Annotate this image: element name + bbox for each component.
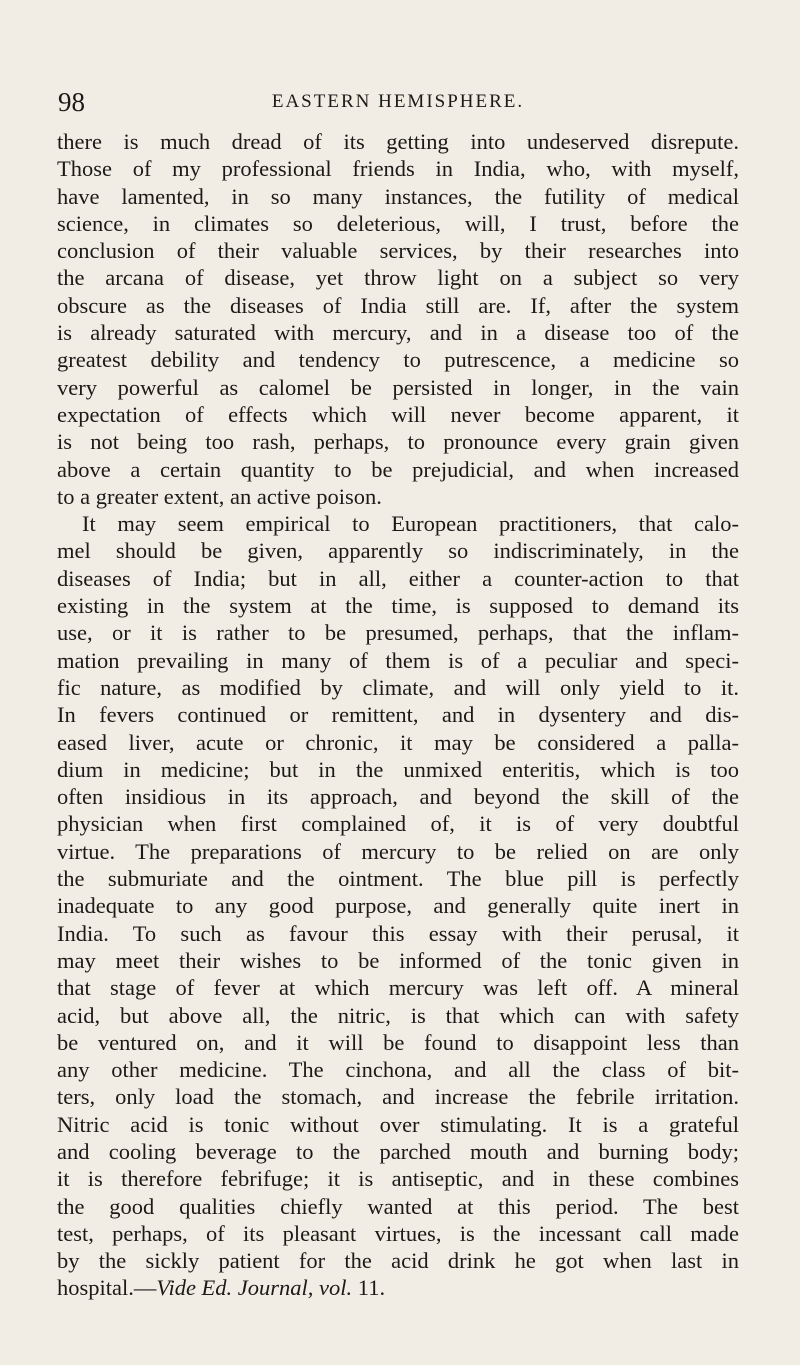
text-line: expectation of effects which will never become apparent, it: [57, 401, 739, 427]
citation-volume: 11.: [352, 1275, 386, 1301]
text-line: the arcana of disease, yet throw light on a subject so very: [57, 265, 739, 291]
text-line: above a certain quantity to be prejudicial, and when increased: [57, 456, 739, 482]
text-line: existing in the system at the time, is supposed to demand its: [57, 593, 739, 619]
text-line: to a greater extent, an active poison.: [57, 483, 382, 509]
text-line: conclusion of their valuable services, by their researches into: [57, 238, 739, 264]
text-line: eased liver, acute or chronic, it may be considered a palla-: [57, 729, 739, 755]
text-line: inadequate to any good purpose, and generally quite inert in: [57, 893, 739, 919]
text-line: virtue. The preparations of mercury to be relied on are only: [57, 838, 739, 864]
text-line: mation prevailing in many of them is of a peculiar and speci-: [57, 647, 739, 673]
text-line: very powerful as calomel be persisted in longer, in the vain: [57, 374, 739, 400]
text-line: be ventured on, and it will be found to disappoint less than: [57, 1029, 739, 1055]
text-line: and cooling beverage to the parched mouth and burning body;: [57, 1138, 739, 1164]
text-line: by the sickly patient for the acid drink he got when last in: [57, 1248, 739, 1274]
text-line: may meet their wishes to be informed of the tonic given in: [57, 947, 739, 973]
text-line: any other medicine. The cinchona, and all the class of bit-: [57, 1057, 739, 1083]
text-line: Nitric acid is tonic without over stimulating. It is a grateful: [57, 1111, 739, 1137]
line-prefix: hospital.—: [57, 1275, 157, 1301]
text-line: physician when first complained of, it is of very doubtful: [57, 811, 739, 837]
text-line: have lamented, in so many instances, the futility of medical: [57, 183, 739, 209]
text-line: acid, but above all, the nitric, is that which can with safety: [57, 1002, 739, 1028]
paragraph-container: [57, 128, 739, 1302]
text-line: diseases of India; but in all, either a counter-action to that: [57, 565, 739, 591]
running-head: EASTERN HEMISPHERE.: [271, 91, 525, 112]
text-line: the good qualities chiefly wanted at this period. The best: [57, 1193, 739, 1219]
text-line: ters, only load the stomach, and increase the febrile irritation.: [57, 1084, 739, 1110]
text-line: India. To such as favour this essay with their perusal, it: [57, 920, 739, 946]
text-line: often insidious in its approach, and beyond the skill of the: [57, 784, 739, 810]
text-line: fic nature, as modified by climate, and will only yield to it.: [57, 674, 739, 700]
body-text: [57, 128, 739, 1302]
text-line: test, perhaps, of its pleasant virtues, is the incessant call made: [57, 1220, 739, 1246]
text-line: use, or it is rather to be presumed, perhaps, that the inflam-: [57, 620, 739, 646]
paragraph: [57, 128, 739, 510]
text-line: Those of my professional friends in India, who, with myself,: [57, 156, 739, 182]
text-line: greatest debility and tendency to putrescence, a medicine so: [57, 347, 739, 373]
text-line: [57, 1274, 739, 1301]
text-line: the submuriate and the ointment. The blue pill is perfectly: [57, 866, 739, 892]
text-line: mel should be given, apparently so indiscriminately, in the: [57, 538, 739, 564]
text-line: it is therefore febrifuge; it is antiseptic, and in these combines: [57, 1166, 739, 1192]
text-line: is already saturated with mercury, and in a disease too of the: [57, 320, 739, 346]
text-line: It may seem empirical to European practitioners, that calo-: [82, 511, 739, 537]
text-line: there is much dread of its getting into undeserved disrepute.: [57, 129, 739, 154]
text-line: science, in climates so deleterious, will, I trust, before the: [57, 210, 739, 236]
page-header: [58, 88, 738, 116]
citation-reference: Vide Ed. Journal, vol.: [156, 1275, 353, 1301]
text-line: is not being too rash, perhaps, to pronounce every grain given: [57, 429, 739, 455]
text-line: In fevers continued or remittent, and in dysentery and dis-: [57, 702, 739, 728]
text-line: dium in medicine; but in the unmixed enteritis, which is too: [57, 756, 739, 782]
text-line: that stage of fever at which mercury was left off. A mineral: [57, 975, 739, 1001]
paragraph: [57, 510, 739, 1302]
text-line: obscure as the diseases of India still are. If, after the system: [57, 292, 739, 318]
page-number: 98: [58, 87, 85, 117]
